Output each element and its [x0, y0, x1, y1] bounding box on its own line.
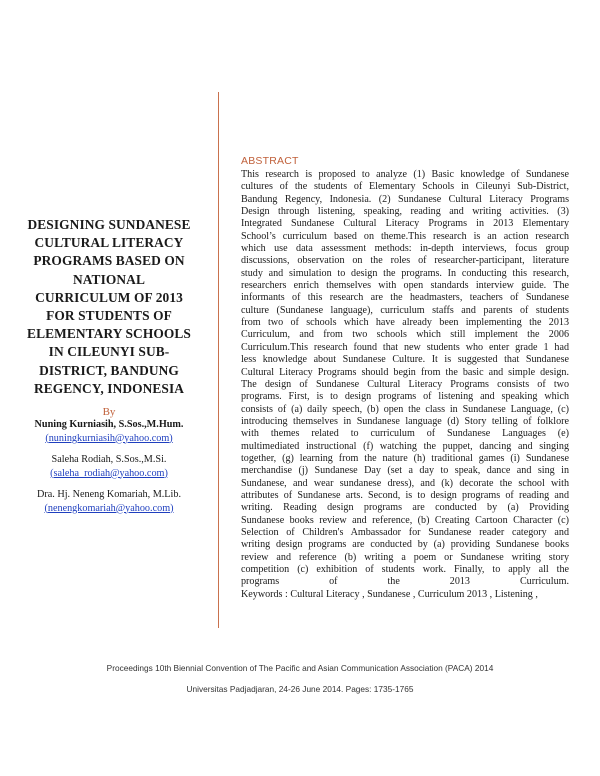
abstract-line: Integrated Sundanese Cultural Literacy Programs in 2013 Elementary	[241, 218, 569, 230]
author-list	[8, 418, 210, 515]
author-entry	[8, 453, 210, 480]
abstract-line: introducing themselves in Sundanese language (d) Story telling of folklore	[241, 415, 569, 427]
footer-venue-pages: Universitas Padjadjaran, 24-26 June 2014. Pages: 1735-1765	[186, 684, 414, 694]
abstract-line: programs of the 2013 Curriculum.	[241, 576, 569, 588]
footer-proceedings: Proceedings 10th Biennial Convention of The Pacific and Asian Communication Association (PACA) 2014	[106, 663, 494, 673]
abstract-line: writing. Reading design programs are conducted by (a) Providing	[241, 502, 569, 514]
abstract-line: competition (c) exhibition of students work. Finally, to apply all the	[241, 564, 569, 575]
abstract-body	[241, 169, 569, 601]
author-email-link[interactable]: (nenengkomariah@yahoo.com)	[44, 502, 174, 514]
author-entry	[8, 488, 210, 515]
abstract-line: Design through listening, speaking, reading and writing activities. (3)	[241, 206, 569, 218]
abstract-line: multimediated instructional (f) watching the puppet, dancing and singing	[241, 440, 569, 452]
title-line: CURRICULUM OF 2013	[35, 289, 183, 305]
keywords-line: Keywords : Cultural Literacy , Sundanese , Curriculum 2013 , Listening ,	[241, 588, 538, 600]
title-line: PROGRAMS BASED ON	[33, 253, 185, 269]
title-line: DISTRICT, BANDUNG	[39, 362, 179, 378]
abstract-line: informants of this research are the headmasters, teachers of Sundanese	[241, 292, 569, 304]
abstract-line: from two of schools which have already been implementing the 2013	[241, 317, 569, 329]
abstract-line: writing design programs are conducted by (a) providing Sundanese books	[241, 539, 569, 551]
abstract-line: cultures of the students of Elementary Schools in Cileunyi Sub-District,	[241, 181, 569, 193]
abstract-line: Curriculum.This research found that new students who enter grade 1 had	[241, 341, 569, 353]
title-line: ELEMENTARY SCHOOLS	[27, 326, 191, 342]
abstract-line: Sundanese, and wear sundanese dress), and (k) decorate the school with	[241, 477, 569, 489]
author-name: Saleha Rodiah, S.Sos.,M.Si.	[51, 454, 167, 466]
abstract-line: less knowledge about Sundanese Culture. It is suggested that Sundanese	[241, 354, 569, 366]
abstract-line: The design of Sundanese Cultural Literacy Programs consists of two	[241, 378, 569, 390]
abstract-heading: ABSTRACT	[241, 155, 299, 167]
abstract-line: programs. First, is to design programs of listening and speaking which	[241, 391, 569, 403]
abstract-line: Selection of Children's Ambassador for Sundanese reader category and	[241, 526, 569, 538]
abstract-line: Sundanese books review and reference, (b) Creating Cartoon Character (c)	[241, 514, 569, 526]
vertical-divider	[218, 92, 219, 628]
abstract-line: Curriculum, and from two schools which still implement the 2006	[241, 329, 569, 341]
title-line: IN CILEUNYI SUB-	[48, 344, 170, 360]
author-name: Dra. Hj. Neneng Komariah, M.Lib.	[36, 489, 181, 501]
abstract-line: culture (Sundanese language), curriculum staffs and parents of students	[241, 304, 569, 316]
abstract-line: researchers enrich themselves with open standards interview guide. The	[241, 280, 569, 292]
abstract-line: consists of (a) daily speech, (b) open the class in Sundanese Language, (c)	[241, 403, 569, 415]
abstract-line: review and reference (b) writing a poem or Sundanese writing story	[241, 551, 569, 563]
title-line: CULTURAL LITERACY	[34, 235, 184, 251]
title-block	[8, 216, 210, 523]
author-entry	[8, 418, 210, 445]
abstract-line: Bandung Regency, Indonesia. (2) Sundanese Cultural Literacy Programs	[241, 193, 569, 205]
abstract-line: study and simulation to design the programs. In conducting this research,	[241, 267, 569, 279]
author-email-link[interactable]: (saleha_rodiah@yahoo.com)	[50, 467, 168, 479]
abstract-section	[241, 155, 569, 601]
abstract-line: merchandise (j) Sundanese Day (set a day to speak, dance and sing in	[241, 465, 569, 477]
title-line: DESIGNING SUNDANESE	[27, 217, 191, 232]
title-line: REGENCY, INDONESIA	[33, 380, 185, 396]
abstract-line: attributes of Sundanese arts. Second, is to design programs of reading and	[241, 489, 569, 501]
abstract-line: together, (g) learning from the nature (h) traditional games (i) Sundanese	[241, 452, 569, 464]
author-email-link[interactable]: (nuningkurniasih@yahoo.com)	[45, 432, 173, 444]
author-name: Nuning Kurniasih, S.Sos.,M.Hum.	[34, 419, 184, 431]
abstract-line: discussions, observation on the roles of researcher-participant, literature	[241, 255, 569, 267]
abstract-line: School’s curriculum based on theme.This research is an action research	[241, 230, 569, 242]
paper-title	[8, 216, 210, 398]
abstract-line: Cultural Literacy Programs should begin from the basic and simple design.	[241, 366, 569, 378]
title-line: FOR STUDENTS OF	[46, 308, 172, 324]
abstract-line: This research is proposed to analyze (1) Basic knowledge of Sundanese	[241, 169, 569, 180]
title-line: NATIONAL	[73, 271, 145, 287]
abstract-line: which use data assessment methods: in-depth interviews, focus group	[241, 243, 569, 255]
abstract-line: with themes related to curriculum of Sundanese Languages (e)	[241, 428, 569, 440]
by-label: By	[102, 406, 116, 419]
